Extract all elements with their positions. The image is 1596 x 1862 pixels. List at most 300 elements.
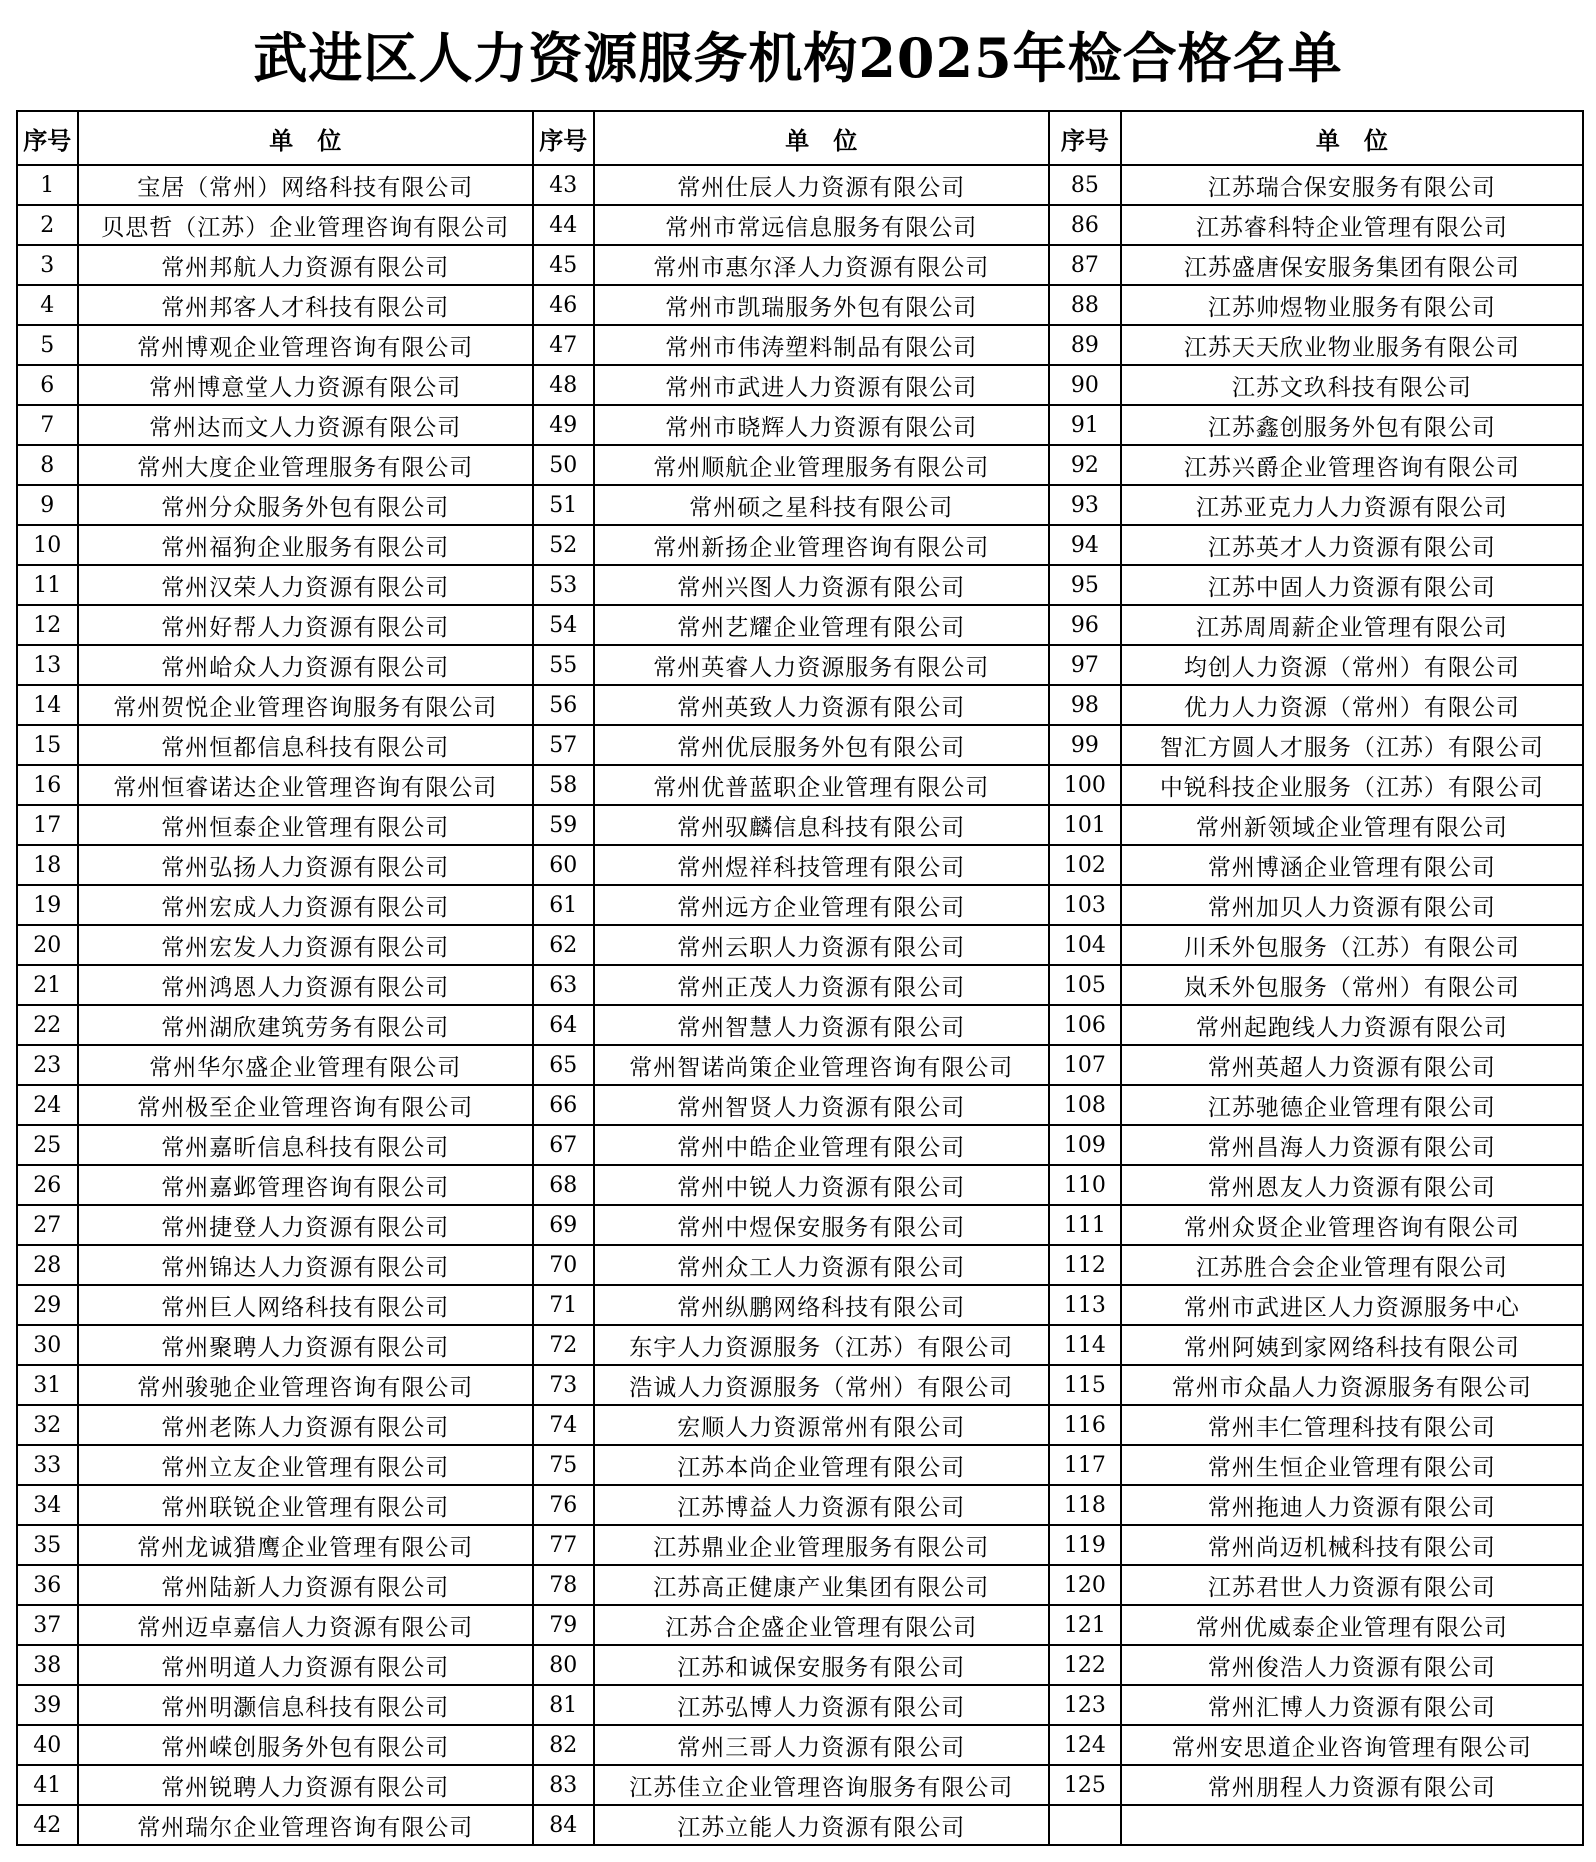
unit-cell: 常州联锐企业管理有限公司 [78, 1485, 533, 1525]
seq-cell: 60 [533, 845, 594, 885]
table-row [17, 1285, 1583, 1325]
unit-cell: 常州新扬企业管理咨询有限公司 [594, 525, 1049, 565]
table-row [17, 605, 1583, 645]
seq-cell: 36 [17, 1565, 78, 1605]
unit-cell: 常州兴图人力资源有限公司 [594, 565, 1049, 605]
seq-cell: 73 [533, 1365, 594, 1405]
unit-cell: 常州宏成人力资源有限公司 [78, 885, 533, 925]
table-row [17, 1525, 1583, 1565]
seq-cell: 24 [17, 1085, 78, 1125]
seq-cell: 18 [17, 845, 78, 885]
seq-cell: 22 [17, 1005, 78, 1045]
unit-cell: 常州顺航企业管理服务有限公司 [594, 445, 1049, 485]
seq-cell: 107 [1049, 1045, 1121, 1085]
seq-cell: 53 [533, 565, 594, 605]
unit-cell: 常州仕辰人力资源有限公司 [594, 165, 1049, 205]
table-row [17, 685, 1583, 725]
roster-table [16, 110, 1584, 1846]
unit-cell: 江苏瑞合保安服务有限公司 [1121, 165, 1583, 205]
seq-cell: 97 [1049, 645, 1121, 685]
unit-cell: 常州市伟涛塑料制品有限公司 [594, 325, 1049, 365]
unit-cell: 常州汇博人力资源有限公司 [1121, 1685, 1583, 1725]
table-row [17, 1445, 1583, 1485]
seq-cell: 50 [533, 445, 594, 485]
seq-cell: 57 [533, 725, 594, 765]
seq-cell: 98 [1049, 685, 1121, 725]
unit-cell: 常州立友企业管理有限公司 [78, 1445, 533, 1485]
table-row [17, 1605, 1583, 1645]
unit-cell: 江苏盛唐保安服务集团有限公司 [1121, 245, 1583, 285]
seq-cell: 8 [17, 445, 78, 485]
seq-cell: 39 [17, 1685, 78, 1725]
seq-cell: 47 [533, 325, 594, 365]
seq-cell: 92 [1049, 445, 1121, 485]
unit-cell: 常州市凯瑞服务外包有限公司 [594, 285, 1049, 325]
unit-cell: 常州阿姨到家网络科技有限公司 [1121, 1325, 1583, 1365]
seq-cell: 19 [17, 885, 78, 925]
seq-cell: 112 [1049, 1245, 1121, 1285]
table-row [17, 1045, 1583, 1085]
seq-cell: 43 [533, 165, 594, 205]
seq-cell: 87 [1049, 245, 1121, 285]
unit-cell: 均创人力资源（常州）有限公司 [1121, 645, 1583, 685]
seq-cell: 61 [533, 885, 594, 925]
table-row [17, 445, 1583, 485]
unit-cell: 江苏文玖科技有限公司 [1121, 365, 1583, 405]
table-row [17, 205, 1583, 245]
unit-cell: 江苏驰德企业管理有限公司 [1121, 1085, 1583, 1125]
unit-cell: 常州新领域企业管理有限公司 [1121, 805, 1583, 845]
unit-cell: 常州老陈人力资源有限公司 [78, 1405, 533, 1445]
seq-cell: 13 [17, 645, 78, 685]
seq-cell: 29 [17, 1285, 78, 1325]
seq-cell: 100 [1049, 765, 1121, 805]
unit-cell: 浩诚人力资源服务（常州）有限公司 [594, 1365, 1049, 1405]
seq-cell: 99 [1049, 725, 1121, 765]
table-row [17, 845, 1583, 885]
seq-cell: 32 [17, 1405, 78, 1445]
unit-cell: 常州驭麟信息科技有限公司 [594, 805, 1049, 845]
unit-cell: 常州优辰服务外包有限公司 [594, 725, 1049, 765]
unit-cell: 常州市晓辉人力资源有限公司 [594, 405, 1049, 445]
unit-cell: 优力人力资源（常州）有限公司 [1121, 685, 1583, 725]
seq-cell: 102 [1049, 845, 1121, 885]
seq-cell: 69 [533, 1205, 594, 1245]
seq-cell: 123 [1049, 1685, 1121, 1725]
unit-cell: 常州恒泰企业管理有限公司 [78, 805, 533, 845]
seq-cell: 2 [17, 205, 78, 245]
table-row [17, 765, 1583, 805]
seq-cell: 66 [533, 1085, 594, 1125]
seq-cell: 45 [533, 245, 594, 285]
unit-cell: 常州达而文人力资源有限公司 [78, 405, 533, 445]
table-row [17, 1765, 1583, 1805]
seq-cell: 88 [1049, 285, 1121, 325]
seq-header: 序号 [533, 111, 594, 165]
unit-cell: 常州昌海人力资源有限公司 [1121, 1125, 1583, 1165]
unit-cell: 江苏天天欣业物业服务有限公司 [1121, 325, 1583, 365]
unit-header: 单 位 [1121, 111, 1583, 165]
unit-cell: 常州智诺尚策企业管理咨询有限公司 [594, 1045, 1049, 1085]
seq-cell: 7 [17, 405, 78, 445]
seq-cell: 35 [17, 1525, 78, 1565]
unit-cell: 常州瑞尔企业管理咨询有限公司 [78, 1805, 533, 1845]
seq-cell [1049, 1805, 1121, 1845]
unit-cell: 江苏周周薪企业管理有限公司 [1121, 605, 1583, 645]
seq-cell: 81 [533, 1685, 594, 1725]
unit-cell: 江苏君世人力资源有限公司 [1121, 1565, 1583, 1605]
table-row [17, 565, 1583, 605]
table-row [17, 965, 1583, 1005]
unit-cell: 常州智贤人力资源有限公司 [594, 1085, 1049, 1125]
seq-cell: 55 [533, 645, 594, 685]
unit-cell: 江苏亚克力人力资源有限公司 [1121, 485, 1583, 525]
seq-cell: 85 [1049, 165, 1121, 205]
unit-cell: 常州嘉昕信息科技有限公司 [78, 1125, 533, 1165]
table-row [17, 1125, 1583, 1165]
unit-cell: 川禾外包服务（江苏）有限公司 [1121, 925, 1583, 965]
seq-cell: 51 [533, 485, 594, 525]
seq-cell: 86 [1049, 205, 1121, 245]
table-row [17, 325, 1583, 365]
seq-cell: 65 [533, 1045, 594, 1085]
unit-cell: 常州市武进区人力资源服务中心 [1121, 1285, 1583, 1325]
unit-cell: 常州峆众人力资源有限公司 [78, 645, 533, 685]
table-row [17, 1485, 1583, 1525]
seq-cell: 96 [1049, 605, 1121, 645]
unit-cell: 常州优威泰企业管理有限公司 [1121, 1605, 1583, 1645]
unit-cell: 江苏本尚企业管理有限公司 [594, 1445, 1049, 1485]
seq-cell: 118 [1049, 1485, 1121, 1525]
seq-cell: 63 [533, 965, 594, 1005]
seq-cell: 1 [17, 165, 78, 205]
unit-cell: 常州骏驰企业管理咨询有限公司 [78, 1365, 533, 1405]
unit-cell: 常州市常远信息服务有限公司 [594, 205, 1049, 245]
table-row [17, 525, 1583, 565]
seq-cell: 71 [533, 1285, 594, 1325]
seq-cell: 56 [533, 685, 594, 725]
unit-cell: 常州生恒企业管理有限公司 [1121, 1445, 1583, 1485]
seq-cell: 74 [533, 1405, 594, 1445]
unit-cell: 常州英致人力资源有限公司 [594, 685, 1049, 725]
table-row [17, 245, 1583, 285]
seq-cell: 16 [17, 765, 78, 805]
seq-cell: 111 [1049, 1205, 1121, 1245]
seq-cell: 110 [1049, 1165, 1121, 1205]
unit-cell: 常州博涵企业管理有限公司 [1121, 845, 1583, 885]
unit-cell: 宝居（常州）网络科技有限公司 [78, 165, 533, 205]
unit-cell: 常州中煜保安服务有限公司 [594, 1205, 1049, 1245]
seq-cell: 106 [1049, 1005, 1121, 1045]
seq-cell: 108 [1049, 1085, 1121, 1125]
seq-cell: 116 [1049, 1405, 1121, 1445]
seq-cell: 119 [1049, 1525, 1121, 1565]
unit-cell: 常州正茂人力资源有限公司 [594, 965, 1049, 1005]
unit-cell: 常州福狗企业服务有限公司 [78, 525, 533, 565]
seq-cell: 3 [17, 245, 78, 285]
unit-cell: 江苏鼎业企业管理服务有限公司 [594, 1525, 1049, 1565]
table-row [17, 1565, 1583, 1605]
seq-cell: 94 [1049, 525, 1121, 565]
unit-header: 单 位 [78, 111, 533, 165]
seq-cell: 48 [533, 365, 594, 405]
unit-cell: 常州汉荣人力资源有限公司 [78, 565, 533, 605]
seq-cell: 105 [1049, 965, 1121, 1005]
unit-cell: 常州市惠尔泽人力资源有限公司 [594, 245, 1049, 285]
unit-cell: 常州纵鹏网络科技有限公司 [594, 1285, 1049, 1325]
unit-cell: 常州三哥人力资源有限公司 [594, 1725, 1049, 1765]
seq-cell: 41 [17, 1765, 78, 1805]
unit-cell: 常州恒都信息科技有限公司 [78, 725, 533, 765]
table-row [17, 405, 1583, 445]
unit-cell: 常州硕之星科技有限公司 [594, 485, 1049, 525]
unit-cell: 常州中皓企业管理有限公司 [594, 1125, 1049, 1165]
unit-cell: 常州云职人力资源有限公司 [594, 925, 1049, 965]
table-row [17, 1725, 1583, 1765]
seq-cell: 27 [17, 1205, 78, 1245]
unit-cell [1121, 1805, 1583, 1845]
unit-cell: 常州分众服务外包有限公司 [78, 485, 533, 525]
seq-cell: 90 [1049, 365, 1121, 405]
unit-cell: 常州锐聘人力资源有限公司 [78, 1765, 533, 1805]
seq-cell: 49 [533, 405, 594, 445]
unit-cell: 智汇方圆人才服务（江苏）有限公司 [1121, 725, 1583, 765]
seq-cell: 30 [17, 1325, 78, 1365]
table-row [17, 1805, 1583, 1845]
unit-cell: 江苏弘博人力资源有限公司 [594, 1685, 1049, 1725]
table-row [17, 485, 1583, 525]
unit-cell: 常州市武进人力资源有限公司 [594, 365, 1049, 405]
seq-cell: 15 [17, 725, 78, 765]
unit-cell: 常州加贝人力资源有限公司 [1121, 885, 1583, 925]
seq-cell: 62 [533, 925, 594, 965]
seq-cell: 114 [1049, 1325, 1121, 1365]
seq-cell: 37 [17, 1605, 78, 1645]
unit-cell: 常州恩友人力资源有限公司 [1121, 1165, 1583, 1205]
table-row [17, 1405, 1583, 1445]
page-title: 武进区人力资源服务机构2025年检合格名单 [253, 26, 1343, 90]
seq-cell: 44 [533, 205, 594, 245]
table-row [17, 1685, 1583, 1725]
seq-cell: 9 [17, 485, 78, 525]
seq-cell: 122 [1049, 1645, 1121, 1685]
seq-cell: 23 [17, 1045, 78, 1085]
unit-cell: 常州安思道企业咨询管理有限公司 [1121, 1725, 1583, 1765]
seq-cell: 68 [533, 1165, 594, 1205]
seq-cell: 125 [1049, 1765, 1121, 1805]
table-row [17, 1165, 1583, 1205]
table-row [17, 1245, 1583, 1285]
unit-cell: 常州朋程人力资源有限公司 [1121, 1765, 1583, 1805]
unit-cell: 中锐科技企业服务（江苏）有限公司 [1121, 765, 1583, 805]
seq-cell: 89 [1049, 325, 1121, 365]
seq-header: 序号 [17, 111, 78, 165]
unit-cell: 岚禾外包服务（常州）有限公司 [1121, 965, 1583, 1005]
seq-cell: 124 [1049, 1725, 1121, 1765]
unit-cell: 江苏中固人力资源有限公司 [1121, 565, 1583, 605]
seq-cell: 67 [533, 1125, 594, 1165]
table-row [17, 285, 1583, 325]
unit-cell: 常州明道人力资源有限公司 [78, 1645, 533, 1685]
unit-cell: 常州市众晶人力资源服务有限公司 [1121, 1365, 1583, 1405]
unit-cell: 常州博意堂人力资源有限公司 [78, 365, 533, 405]
unit-cell: 宏顺人力资源常州有限公司 [594, 1405, 1049, 1445]
table-row [17, 645, 1583, 685]
seq-cell: 93 [1049, 485, 1121, 525]
table-row [17, 725, 1583, 765]
seq-cell: 72 [533, 1325, 594, 1365]
seq-cell: 33 [17, 1445, 78, 1485]
unit-cell: 常州迈卓嘉信人力资源有限公司 [78, 1605, 533, 1645]
unit-cell: 常州贺悦企业管理咨询服务有限公司 [78, 685, 533, 725]
table-row [17, 1205, 1583, 1245]
unit-header: 单 位 [594, 111, 1049, 165]
seq-cell: 77 [533, 1525, 594, 1565]
seq-cell: 28 [17, 1245, 78, 1285]
seq-cell: 117 [1049, 1445, 1121, 1485]
seq-cell: 103 [1049, 885, 1121, 925]
unit-cell: 常州俊浩人力资源有限公司 [1121, 1645, 1583, 1685]
seq-cell: 26 [17, 1165, 78, 1205]
table-row [17, 1325, 1583, 1365]
unit-cell: 常州湖欣建筑劳务有限公司 [78, 1005, 533, 1045]
seq-cell: 58 [533, 765, 594, 805]
table-row [17, 1085, 1583, 1125]
seq-cell: 121 [1049, 1605, 1121, 1645]
unit-cell: 江苏高正健康产业集团有限公司 [594, 1565, 1049, 1605]
seq-cell: 109 [1049, 1125, 1121, 1165]
unit-cell: 常州邦航人力资源有限公司 [78, 245, 533, 285]
unit-cell: 江苏佳立企业管理咨询服务有限公司 [594, 1765, 1049, 1805]
unit-cell: 常州中锐人力资源有限公司 [594, 1165, 1049, 1205]
seq-cell: 79 [533, 1605, 594, 1645]
seq-cell: 115 [1049, 1365, 1121, 1405]
unit-cell: 常州好帮人力资源有限公司 [78, 605, 533, 645]
seq-cell: 25 [17, 1125, 78, 1165]
unit-cell: 江苏和诚保安服务有限公司 [594, 1645, 1049, 1685]
unit-cell: 常州弘扬人力资源有限公司 [78, 845, 533, 885]
seq-cell: 120 [1049, 1565, 1121, 1605]
seq-cell: 78 [533, 1565, 594, 1605]
table-row [17, 805, 1583, 845]
seq-cell: 64 [533, 1005, 594, 1045]
unit-cell: 常州博观企业管理咨询有限公司 [78, 325, 533, 365]
unit-cell: 常州起跑线人力资源有限公司 [1121, 1005, 1583, 1045]
seq-cell: 4 [17, 285, 78, 325]
unit-cell: 江苏立能人力资源有限公司 [594, 1805, 1049, 1845]
unit-cell: 常州拖迪人力资源有限公司 [1121, 1485, 1583, 1525]
unit-cell: 东宇人力资源服务（江苏）有限公司 [594, 1325, 1049, 1365]
seq-cell: 76 [533, 1485, 594, 1525]
unit-cell: 常州巨人网络科技有限公司 [78, 1285, 533, 1325]
unit-cell: 江苏博益人力资源有限公司 [594, 1485, 1049, 1525]
unit-cell: 常州远方企业管理有限公司 [594, 885, 1049, 925]
unit-cell: 常州煜祥科技管理有限公司 [594, 845, 1049, 885]
seq-cell: 95 [1049, 565, 1121, 605]
unit-cell: 江苏鑫创服务外包有限公司 [1121, 405, 1583, 445]
table-row [17, 1005, 1583, 1045]
seq-header: 序号 [1049, 111, 1121, 165]
table-row [17, 165, 1583, 205]
seq-cell: 75 [533, 1445, 594, 1485]
unit-cell: 常州尚迈机械科技有限公司 [1121, 1525, 1583, 1565]
seq-cell: 101 [1049, 805, 1121, 845]
seq-cell: 6 [17, 365, 78, 405]
unit-cell: 贝思哲（江苏）企业管理咨询有限公司 [78, 205, 533, 245]
unit-cell: 江苏睿科特企业管理有限公司 [1121, 205, 1583, 245]
seq-cell: 91 [1049, 405, 1121, 445]
unit-cell: 常州嘉邺管理咨询有限公司 [78, 1165, 533, 1205]
seq-cell: 83 [533, 1765, 594, 1805]
seq-cell: 42 [17, 1805, 78, 1845]
seq-cell: 52 [533, 525, 594, 565]
seq-cell: 11 [17, 565, 78, 605]
unit-cell: 江苏兴爵企业管理咨询有限公司 [1121, 445, 1583, 485]
unit-cell: 常州智慧人力资源有限公司 [594, 1005, 1049, 1045]
unit-cell: 常州聚聘人力资源有限公司 [78, 1325, 533, 1365]
unit-cell: 常州艺耀企业管理有限公司 [594, 605, 1049, 645]
seq-cell: 14 [17, 685, 78, 725]
seq-cell: 54 [533, 605, 594, 645]
unit-cell: 常州明灏信息科技有限公司 [78, 1685, 533, 1725]
unit-cell: 常州邦客人才科技有限公司 [78, 285, 533, 325]
seq-cell: 82 [533, 1725, 594, 1765]
seq-cell: 113 [1049, 1285, 1121, 1325]
unit-cell: 常州陆新人力资源有限公司 [78, 1565, 533, 1605]
seq-cell: 46 [533, 285, 594, 325]
unit-cell: 常州众工人力资源有限公司 [594, 1245, 1049, 1285]
unit-cell: 常州丰仁管理科技有限公司 [1121, 1405, 1583, 1445]
unit-cell: 常州英睿人力资源服务有限公司 [594, 645, 1049, 685]
seq-cell: 70 [533, 1245, 594, 1285]
unit-cell: 常州锦达人力资源有限公司 [78, 1245, 533, 1285]
unit-cell: 常州鸿恩人力资源有限公司 [78, 965, 533, 1005]
unit-cell: 常州众贤企业管理咨询有限公司 [1121, 1205, 1583, 1245]
unit-cell: 常州宏发人力资源有限公司 [78, 925, 533, 965]
seq-cell: 84 [533, 1805, 594, 1845]
seq-cell: 34 [17, 1485, 78, 1525]
unit-cell: 江苏合企盛企业管理有限公司 [594, 1605, 1049, 1645]
unit-cell: 常州华尔盛企业管理有限公司 [78, 1045, 533, 1085]
seq-cell: 104 [1049, 925, 1121, 965]
table-row [17, 1645, 1583, 1685]
unit-cell: 常州龙诚猎鹰企业管理有限公司 [78, 1525, 533, 1565]
unit-cell: 常州英超人力资源有限公司 [1121, 1045, 1583, 1085]
seq-cell: 5 [17, 325, 78, 365]
unit-cell: 常州捷登人力资源有限公司 [78, 1205, 533, 1245]
table-row [17, 1365, 1583, 1405]
seq-cell: 40 [17, 1725, 78, 1765]
seq-cell: 17 [17, 805, 78, 845]
table-row [17, 885, 1583, 925]
header-row [17, 111, 1583, 165]
seq-cell: 20 [17, 925, 78, 965]
unit-cell: 江苏帅煜物业服务有限公司 [1121, 285, 1583, 325]
roster-body [17, 165, 1583, 1845]
unit-cell: 江苏英才人力资源有限公司 [1121, 525, 1583, 565]
unit-cell: 常州极至企业管理咨询有限公司 [78, 1085, 533, 1125]
seq-cell: 80 [533, 1645, 594, 1685]
unit-cell: 常州嵘创服务外包有限公司 [78, 1725, 533, 1765]
table-row [17, 365, 1583, 405]
table-row [17, 925, 1583, 965]
unit-cell: 常州优普蓝职企业管理有限公司 [594, 765, 1049, 805]
unit-cell: 常州恒睿诺达企业管理咨询有限公司 [78, 765, 533, 805]
unit-cell: 江苏胜合会企业管理有限公司 [1121, 1245, 1583, 1285]
seq-cell: 38 [17, 1645, 78, 1685]
seq-cell: 21 [17, 965, 78, 1005]
seq-cell: 10 [17, 525, 78, 565]
